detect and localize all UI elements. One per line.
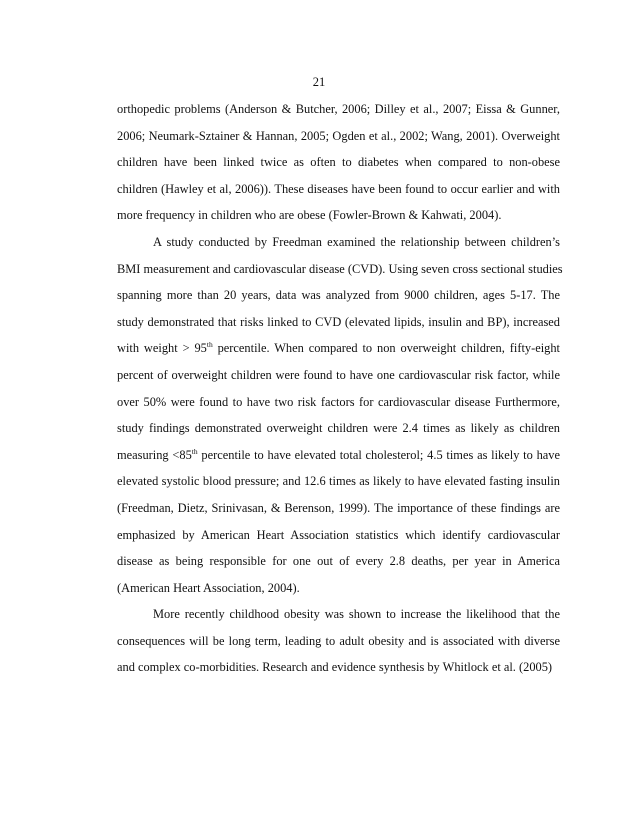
line-text: consequences will be long term, leading to adult obesity and is associated with diverse xyxy=(117,633,560,648)
text-line xyxy=(117,628,560,655)
line-text: study demonstrated that risks linked to CVD (elevated lipids, insulin and BP), increased xyxy=(117,314,560,329)
line-text: (Freedman, Dietz, Srinivasan, & Berenson, 1999). The importance of these findings are xyxy=(117,500,560,515)
line-text: disease as being responsible for one out of every 2.8 deaths, per year in America xyxy=(117,554,560,569)
text-line xyxy=(117,309,560,336)
line-text: children (Hawley et al, 2006)). These diseases have been found to occur earlier and with xyxy=(117,181,560,196)
superscript: th xyxy=(206,340,213,350)
text-line xyxy=(117,575,560,602)
line-text: more frequency in children who are obese (Fowler-Brown & Kahwati, 2004). xyxy=(117,208,502,223)
line-text: 2006; Neumark-Sztainer & Hannan, 2005; Ogden et al., 2002; Wang, 2001). Overweight xyxy=(117,128,560,143)
text-line xyxy=(117,229,560,256)
text-line xyxy=(117,548,560,575)
line-text: More recently childhood obesity was shown to increase the likelihood that the xyxy=(153,607,560,622)
text-line xyxy=(117,256,563,283)
line-text-continued: percentile to have elevated total cholesterol; 4.5 times as likely to have xyxy=(197,447,561,462)
line-text: with weight > 95 xyxy=(117,341,207,356)
text-line xyxy=(117,654,560,681)
text-line xyxy=(117,415,560,442)
line-text-continued: percentile. When compared to non overweight children, fifty-eight xyxy=(212,341,560,356)
line-text: (American Heart Association, 2004). xyxy=(117,580,300,595)
line-text: orthopedic problems (Anderson & Butcher, 2006; Dilley et al., 2007; Eissa & Gunner, xyxy=(117,102,560,116)
line-text: study findings demonstrated overweight children were 2.4 times as likely as children xyxy=(117,421,560,436)
line-text: over 50% were found to have two risk factors for cardiovascular disease Furthermore, xyxy=(117,394,560,409)
text-line xyxy=(117,495,560,522)
text-line xyxy=(117,335,560,362)
paragraph xyxy=(117,229,563,601)
text-line xyxy=(117,362,560,389)
superscript: th xyxy=(191,446,198,456)
line-text: percent of overweight children were found to have one cardiovascular risk factor, while xyxy=(117,367,560,382)
line-text: children have been linked twice as often to diabetes when compared to non-obese xyxy=(117,155,560,170)
line-text: BMI measurement and cardiovascular disease (CVD). Using seven cross sectional studies xyxy=(117,261,563,276)
paragraph xyxy=(117,601,560,681)
text-line xyxy=(117,468,560,495)
text-line xyxy=(117,176,560,203)
text-line xyxy=(117,442,560,469)
line-text: A study conducted by Freedman examined the relationship between children’s xyxy=(153,234,560,249)
line-text: emphasized by American Heart Association statistics which identify cardiovascular xyxy=(117,527,560,542)
line-text: spanning more than 20 years, data was analyzed from 9000 children, ages 5-17. The xyxy=(117,288,560,303)
line-text: and complex co-morbidities. Research and evidence synthesis by Whitlock et al. (2005) xyxy=(117,660,553,675)
text-line xyxy=(117,389,560,416)
line-text: elevated systolic blood pressure; and 12.6 times as likely to have elevated fasting insulin xyxy=(117,474,560,489)
text-line xyxy=(117,282,560,309)
body-text xyxy=(117,96,563,681)
text-line xyxy=(117,123,560,150)
paragraph xyxy=(117,96,560,229)
line-text: measuring <85 xyxy=(117,447,192,462)
text-line xyxy=(117,202,560,229)
page-number: 21 xyxy=(312,75,326,89)
text-line xyxy=(117,149,560,176)
text-line xyxy=(117,96,560,123)
text-line xyxy=(117,601,560,628)
text-line xyxy=(117,522,560,549)
